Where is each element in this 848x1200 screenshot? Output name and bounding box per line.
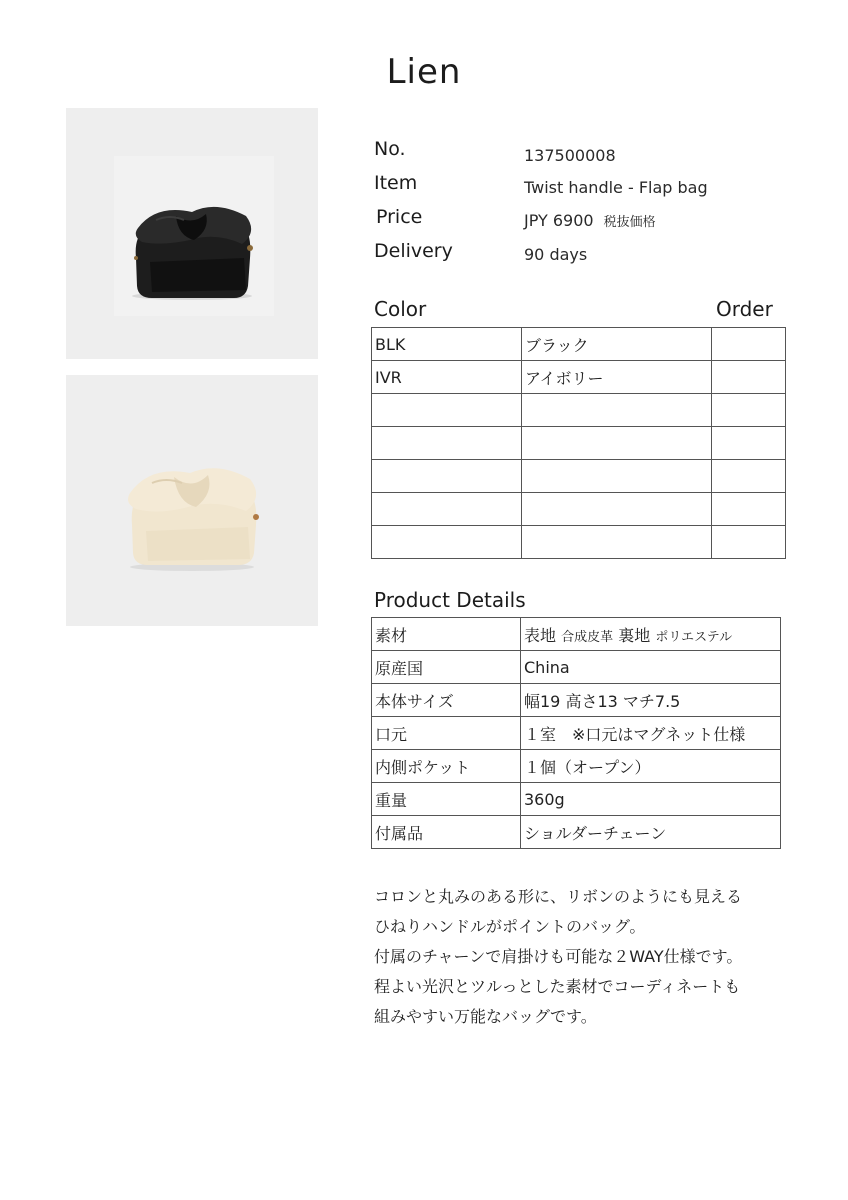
description-line: 組みやすい万能なバッグです。 (374, 1007, 597, 1026)
order-quantity-cell[interactable] (712, 361, 786, 394)
order-quantity-cell[interactable] (712, 328, 786, 361)
price-value: JPY 6900 (524, 211, 594, 230)
detail-row-weight (372, 783, 781, 816)
color-name-cell (522, 460, 712, 493)
delivery-value: 90 days (524, 245, 588, 264)
color-name-cell (522, 493, 712, 526)
order-quantity-cell[interactable] (712, 427, 786, 460)
detail-key: 重量 (372, 783, 521, 816)
no-label: No. (374, 138, 406, 160)
detail-value: China (521, 651, 781, 684)
detail-row-origin (372, 651, 781, 684)
detail-value (521, 618, 781, 651)
detail-value: 幅19 高さ13 マチ7.5 (521, 684, 781, 717)
detail-value: １個（オープン） (521, 750, 781, 783)
color-code-cell (372, 427, 522, 460)
color-row (372, 394, 786, 427)
color-code-cell (372, 460, 522, 493)
detail-value: １室 ※口元はマグネット仕様 (521, 717, 781, 750)
color-section-label: Color (374, 297, 427, 321)
color-name-cell: アイボリー (522, 361, 712, 394)
description-line: 程よい光沢とツルっとした素材でコーディネートも (374, 977, 741, 996)
detail-key: 付属品 (372, 816, 521, 849)
item-label: Item (374, 172, 418, 194)
detail-row-accessory (372, 816, 781, 849)
color-order-table (371, 327, 786, 559)
product-details-title: Product Details (374, 588, 526, 612)
color-row (372, 493, 786, 526)
ivory-bag-photo (66, 375, 318, 626)
detail-row-pocket (372, 750, 781, 783)
color-row (372, 361, 786, 394)
color-name-cell (522, 526, 712, 559)
price-value-row (524, 211, 656, 230)
product-details-table (371, 617, 781, 849)
color-row (372, 526, 786, 559)
no-value: 137500008 (524, 146, 616, 165)
color-name-cell (522, 394, 712, 427)
brand-title: Lien (386, 52, 462, 92)
detail-key: 原産国 (372, 651, 521, 684)
order-quantity-cell[interactable] (712, 493, 786, 526)
color-code-cell: IVR (372, 361, 522, 394)
black-bag-photo (66, 108, 318, 359)
material-outer-value: 合成皮革 (561, 629, 614, 645)
description-line: ひねりハンドルがポイントのバッグ。 (374, 917, 646, 936)
detail-key: 口元 (372, 717, 521, 750)
color-row (372, 460, 786, 493)
color-row (372, 427, 786, 460)
detail-key: 内側ポケット (372, 750, 521, 783)
color-code-cell (372, 394, 522, 427)
detail-value: 360g (521, 783, 781, 816)
price-tax-note: 税抜価格 (603, 215, 656, 230)
material-outer-label: 表地 (524, 625, 557, 645)
description-line: コロンと丸みのある形に、リボンのようにも見える (374, 887, 743, 906)
product-description (374, 882, 794, 1032)
order-section-label: Order (716, 297, 773, 321)
color-name-cell: ブラック (522, 328, 712, 361)
material-lining-label: 裏地 (618, 625, 651, 645)
price-label: Price (376, 206, 423, 228)
detail-value: ショルダーチェーン (521, 816, 781, 849)
color-name-cell (522, 427, 712, 460)
detail-row-size (372, 684, 781, 717)
item-value: Twist handle - Flap bag (524, 178, 708, 197)
order-quantity-cell[interactable] (712, 460, 786, 493)
delivery-label: Delivery (374, 240, 453, 262)
order-quantity-cell[interactable] (712, 394, 786, 427)
detail-key: 素材 (372, 618, 521, 651)
color-code-cell (372, 493, 522, 526)
detail-row-material (372, 618, 781, 651)
detail-key: 本体サイズ (372, 684, 521, 717)
color-code-cell: BLK (372, 328, 522, 361)
order-quantity-cell[interactable] (712, 526, 786, 559)
detail-row-opening (372, 717, 781, 750)
color-code-cell (372, 526, 522, 559)
description-line: 付属のチャーンで肩掛けも可能な２WAY仕様です。 (374, 947, 743, 966)
material-lining-value: ポリエステル (655, 629, 733, 645)
color-row (372, 328, 786, 361)
